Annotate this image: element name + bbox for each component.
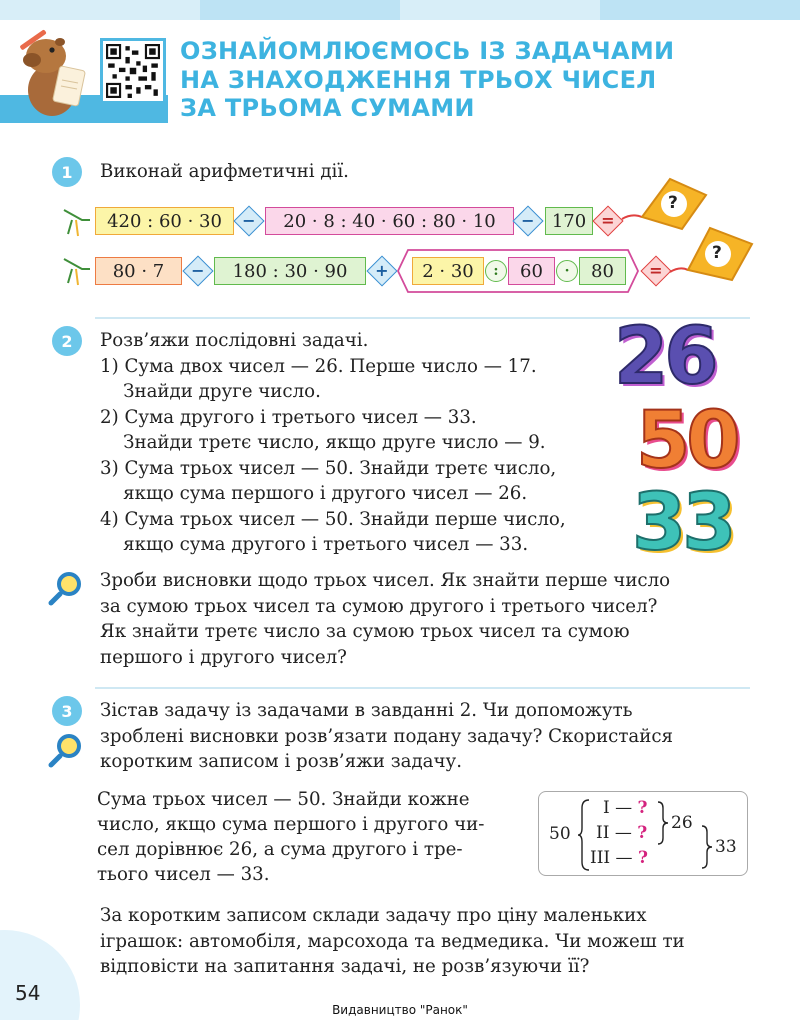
conclusion-line: першого і другого чисел? (100, 646, 347, 668)
expr-cell: 2 · 30 (412, 257, 484, 285)
task-1-text: Виконай арифметичні дії. (100, 161, 349, 182)
expr-cell: 60 (508, 257, 555, 285)
minus-operator: − (512, 205, 543, 236)
conclusion-text (100, 568, 670, 670)
scheme-row-1: I — (603, 798, 633, 818)
capybara-mascot-icon (12, 28, 92, 118)
page-number: 54 (15, 981, 41, 1005)
qr-code-icon (106, 44, 160, 98)
expr-cell: 180 : 30 · 90 (214, 257, 366, 285)
equals-operator: = (592, 205, 623, 236)
task-2-line: 3) Сума трьох чисел — 50. Знайди третє число, (100, 457, 557, 479)
magnifier-icon (48, 570, 84, 606)
expr-cell: 80 (579, 257, 626, 285)
expr-cell: 20 · 8 : 40 · 60 : 80 · 10 (265, 207, 514, 235)
kite-question: ? (712, 243, 722, 263)
decor-number-33: 33 (632, 478, 733, 568)
right-brace-icon (657, 800, 669, 846)
task-2-line: Розв’яжи послідовні задачі. (100, 330, 369, 351)
task-2-line: 2) Сума другого і третього чисел — 33. (100, 406, 477, 428)
top-stripe (0, 0, 800, 20)
task-2-line: якщо сума першого і другого чисел — 26. (100, 483, 528, 504)
multiply-operator: · (556, 260, 578, 282)
divide-operator: : (485, 260, 507, 282)
task-3-line: зроблені висновки розв’язати подану задачу? Скористайся (100, 725, 674, 747)
scheme-row-2: II — (596, 823, 632, 843)
scheme-row-3: III — (590, 848, 633, 868)
left-brace-icon (577, 798, 591, 872)
right-brace-icon (701, 824, 713, 870)
problem-line: число, якщо сума першого і другого чи- (97, 814, 485, 835)
decor-number-26: 26 (614, 312, 715, 402)
task-2-line: 1) Сума двох чисел — 26. Перше число — 17. (100, 355, 537, 377)
task-2-line: 4) Сума трьох чисел — 50. Знайди перше число, (100, 508, 566, 530)
problem-line: Сума трьох чисел — 50. Знайди кожне (97, 789, 470, 810)
qr-code[interactable] (100, 38, 166, 104)
minus-operator: − (233, 205, 264, 236)
task-2-line: якщо сума другого і третього чисел — 33. (100, 534, 529, 555)
task-2-line: Знайди третє число, якщо друге число — 9. (100, 432, 546, 453)
compose-line: іграшок: автомобіля, марсохода та ведмедика. Чи можеш ти (100, 930, 685, 952)
scheme-total: 50 (549, 824, 571, 844)
divider (95, 687, 750, 689)
task-2-text (100, 328, 566, 558)
task-3-problem (97, 787, 484, 887)
magnifier-icon (48, 732, 84, 768)
kite-string-icon (62, 255, 92, 287)
task-3-text (100, 698, 673, 775)
scheme-sum-23: 33 (715, 837, 737, 857)
conclusion-line: Як знайти третє число за сумою трьох чисел та сумою (100, 621, 630, 642)
page-title-line-2: НА ЗНАХОДЖЕННЯ ТРЬОХ ЧИСЕЛ (180, 65, 657, 94)
plus-operator: + (366, 255, 397, 286)
compose-line: За коротким записом склади задачу про ціну маленьких (100, 905, 647, 926)
short-record-scheme (538, 791, 748, 876)
task-3-badge: 3 (52, 696, 82, 726)
page-title-line-1: ОЗНАЙОМЛЮЄМОСЬ ІЗ ЗАДАЧАМИ (180, 37, 675, 65)
expr-cell: 170 (545, 207, 593, 235)
problem-line: сел дорівнює 26, а сума другого і тре- (97, 839, 463, 860)
task-2-badge: 2 (52, 326, 82, 356)
unknown-mark: ? (637, 798, 648, 818)
unknown-mark: ? (637, 848, 648, 868)
task-1-badge: 1 (52, 157, 82, 187)
expr-cell: 80 · 7 (95, 257, 182, 285)
publisher: Видавництво "Ранок" (332, 1003, 468, 1017)
page-title-line-3: ЗА ТРЬОМА СУМАМИ (180, 94, 475, 122)
task-3-line: Зістав задачу із задачами в завданні 2. Чи допоможуть (100, 700, 633, 721)
compose-line: відповісти на запитання задачі, не розв’язуючи її? (100, 956, 590, 977)
conclusion-line: Зроби висновки щодо трьох чисел. Як знайти перше число (100, 570, 671, 591)
page-title (180, 37, 740, 123)
unknown-mark: ? (637, 823, 648, 843)
minus-operator: − (182, 255, 213, 286)
conclusion-line: за сумою трьох чисел та сумою другого і третього чисел? (100, 595, 658, 617)
kite-string-icon (62, 206, 92, 238)
expr-cell: 420 : 60 · 30 (95, 207, 234, 235)
kite-question: ? (668, 193, 678, 213)
equals-operator: = (640, 255, 671, 286)
scheme-sum-12: 26 (671, 813, 693, 833)
task-3-line: коротким записом і розв’яжи задачу. (100, 751, 463, 772)
task-2-line: Знайди друге число. (100, 381, 321, 402)
decor-number-50: 50 (636, 396, 737, 486)
problem-line: тього чисел — 33. (97, 864, 270, 885)
compose-task-text (100, 903, 685, 980)
